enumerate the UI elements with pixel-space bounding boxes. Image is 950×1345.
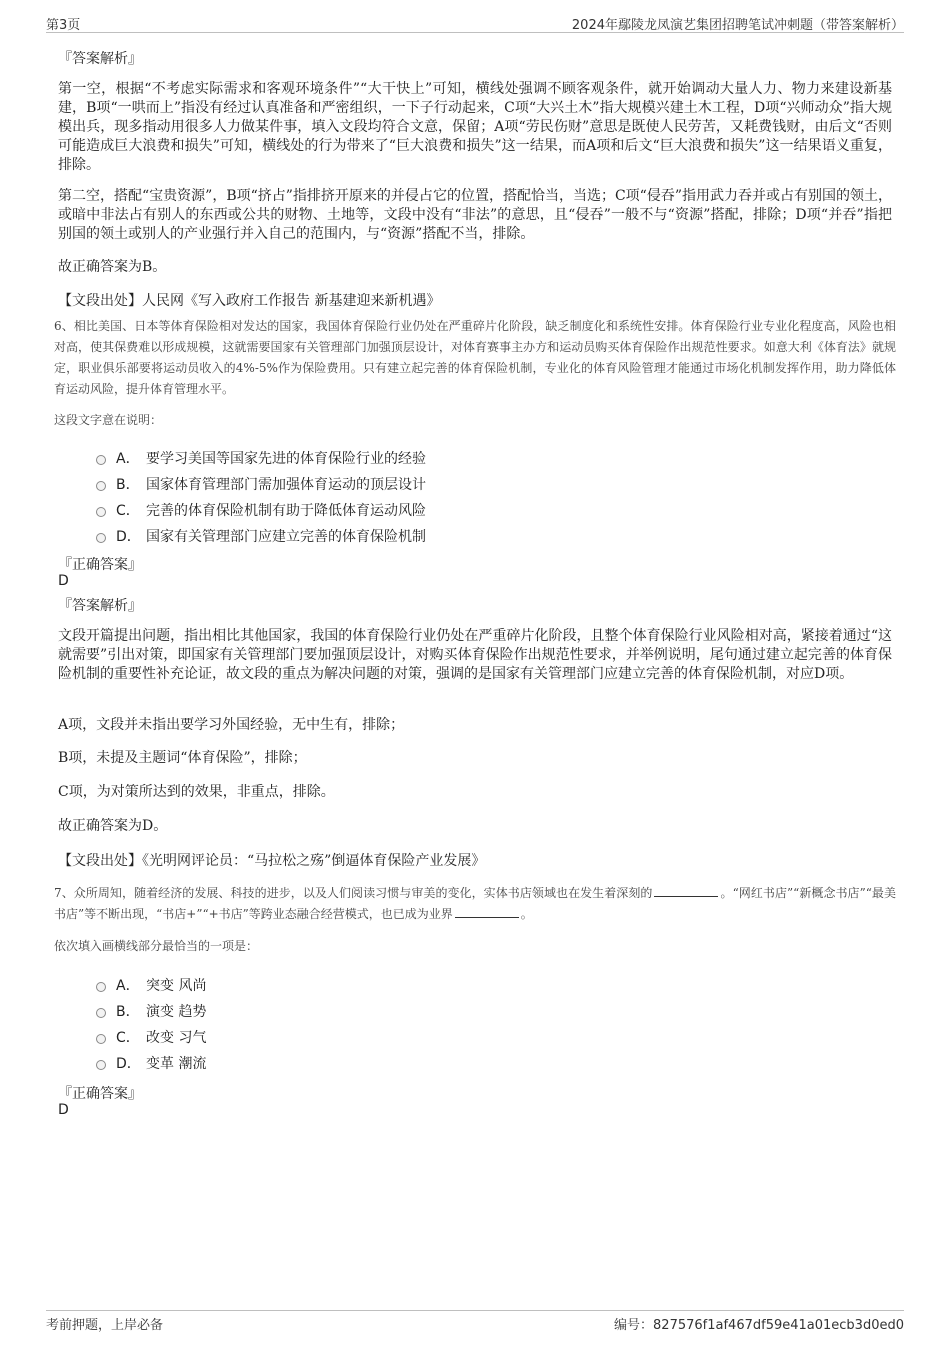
option-c[interactable]: C． 完善的体育保险机制有助于降低体育运动风险 bbox=[96, 500, 426, 520]
question-stem: 6、相比美国、日本等体育保险相对发达的国家，我国体育保险行业仍处在严重碎片化阶段，缺乏制度化和系统性安排。体育保险行业专业化程度高，风险也相对高，使其保费难以形成规模，这就需要国家有关管理部门加强顶层设计，对体育赛事主办方和运动员购买体育保险作出规范性要求。如意大利《体育法》就规定，职业俱乐部要将运动员收入的4%-5%作为保险费用。只有建立起完善的体育保险机制，专业化的体育风险管理才能通过市场化机制发挥作用，助力降低体育运动风险，提升体育管理水平。 bbox=[54, 319, 896, 396]
answer-value: D bbox=[58, 573, 69, 589]
analysis-heading: 『答案解析』 bbox=[58, 598, 142, 614]
conclusion-text: 故正确答案为B。 bbox=[58, 259, 167, 275]
analysis-heading: 『答案解析』 bbox=[58, 51, 142, 67]
source-citation: 【文段出处】《光明网评论员：“马拉松之殇”倒逼体育保险产业发展》 bbox=[58, 853, 486, 869]
page-number: 第3页 bbox=[46, 18, 81, 33]
option-d[interactable]: D． 国家有关管理部门应建立完善的体育保险机制 bbox=[96, 526, 426, 546]
option-d[interactable]: D． 变革 潮流 bbox=[96, 1053, 206, 1073]
answer-value: D bbox=[58, 1102, 69, 1118]
option-a[interactable]: A． 突变 风尚 bbox=[96, 975, 206, 995]
radio-icon[interactable] bbox=[96, 1034, 106, 1044]
radio-icon[interactable] bbox=[96, 455, 106, 465]
footer-slogan: 考前押题，上岸必备 bbox=[46, 1318, 164, 1333]
analysis-paragraph: 文段开篇提出问题，指出相比其他国家，我国的体育保险行业仍处在严重碎片化阶段，且整个体育保险行业风险相对高，紧接着通过“这就需要”引出对策，即国家有关管理部门要加强顶层设计，对购买体育保险作出规范性要求，并举例说明，尾句通过建立起完善的体育保险机制的重要性补充论证，故文段的重点为解决问题的对策，强调的是国家有关管理部门应建立完善的体育保险机制，对应D项。 bbox=[58, 628, 892, 682]
question-stem: 7、众所周知，随着经济的发展、科技的进步，以及人们阅读习惯与审美的变化，实体书店领域也在发生着深刻的 。“网红书店”“新概念书店”“最美书店”等不断出现，“书店+”“+书店”等跨业态融合经营模式，也已成为业界 。 bbox=[54, 886, 896, 921]
conclusion-text: 故正确答案为D。 bbox=[58, 818, 168, 834]
radio-icon[interactable] bbox=[96, 982, 106, 992]
fill-blank bbox=[654, 886, 718, 897]
option-b[interactable]: B． 国家体育管理部门需加强体育运动的顶层设计 bbox=[96, 474, 426, 494]
analysis-line-c: C项，为对策所达到的效果，非重点，排除。 bbox=[58, 784, 335, 800]
radio-icon[interactable] bbox=[96, 1060, 106, 1070]
analysis-line-a: A项，文段并未指出要学习外国经验，无中生有，排除； bbox=[58, 717, 405, 733]
fill-blank bbox=[455, 907, 519, 918]
question-prompt: 这段文字意在说明： bbox=[54, 413, 163, 427]
page-footer bbox=[46, 1310, 904, 1333]
answer-heading: 『正确答案』 bbox=[58, 1086, 142, 1102]
answer-heading: 『正确答案』 bbox=[58, 557, 142, 573]
question-prompt: 依次填入画横线部分最恰当的一项是： bbox=[54, 939, 259, 953]
analysis-paragraph: 第一空，根据“不考虑实际需求和客观环境条件”“大干快上”可知，横线处强调不顾客观条件，就开始调动大量人力、物力来建设新基建，B项“一哄而上”指没有经过认真准备和严密组织，一下子行动起来，C项“大兴土木”指大规模兴建土木工程，D项“兴师动众”指大规模出兵，现多指动用很多人力做某件事，填入文段均符合文意，保留；A项“劳民伤财”意思是既使人民劳苦，又耗费钱财，由后文“否则可能造成巨大浪费和损失”可知，横线处的行为带来了“巨大浪费和损失”这一结果，而A项和后文“巨大浪费和损失”这一结果语义重复，排除。 bbox=[58, 81, 892, 173]
radio-icon[interactable] bbox=[96, 533, 106, 543]
source-citation: 【文段出处】人民网《写入政府工作报告 新基建迎来新机遇》 bbox=[58, 293, 441, 309]
radio-icon[interactable] bbox=[96, 507, 106, 517]
radio-icon[interactable] bbox=[96, 1008, 106, 1018]
option-c[interactable]: C． 改变 习气 bbox=[96, 1027, 206, 1047]
page-header bbox=[46, 12, 904, 33]
option-b[interactable]: B． 演变 趋势 bbox=[96, 1001, 206, 1021]
document-id: 编号：827576f1af467df59e41a01ecb3d0ed0 bbox=[614, 1318, 904, 1333]
document-title: 2024年鄢陵龙凤演艺集团招聘笔试冲刺题（带答案解析） bbox=[571, 18, 904, 33]
option-a[interactable]: A． 要学习美国等国家先进的体育保险行业的经验 bbox=[96, 448, 426, 468]
analysis-line-b: B项，未提及主题词“体育保险”，排除； bbox=[58, 750, 307, 766]
analysis-paragraph: 第二空，搭配“宝贵资源”，B项“挤占”指排挤开原来的并侵占它的位置，搭配恰当，当选；C项“侵吞”指用武力吞并或占有别国的领土，或暗中非法占有别人的东西或公共的财物、土地等，文段中没有“非法”的意思，且“侵吞”一般不与“资源”搭配，排除；D项“并吞”指把别国的领土或别人的产业强行并入自己的范围内，与“资源”搭配不当，排除。 bbox=[58, 188, 892, 242]
radio-icon[interactable] bbox=[96, 481, 106, 491]
